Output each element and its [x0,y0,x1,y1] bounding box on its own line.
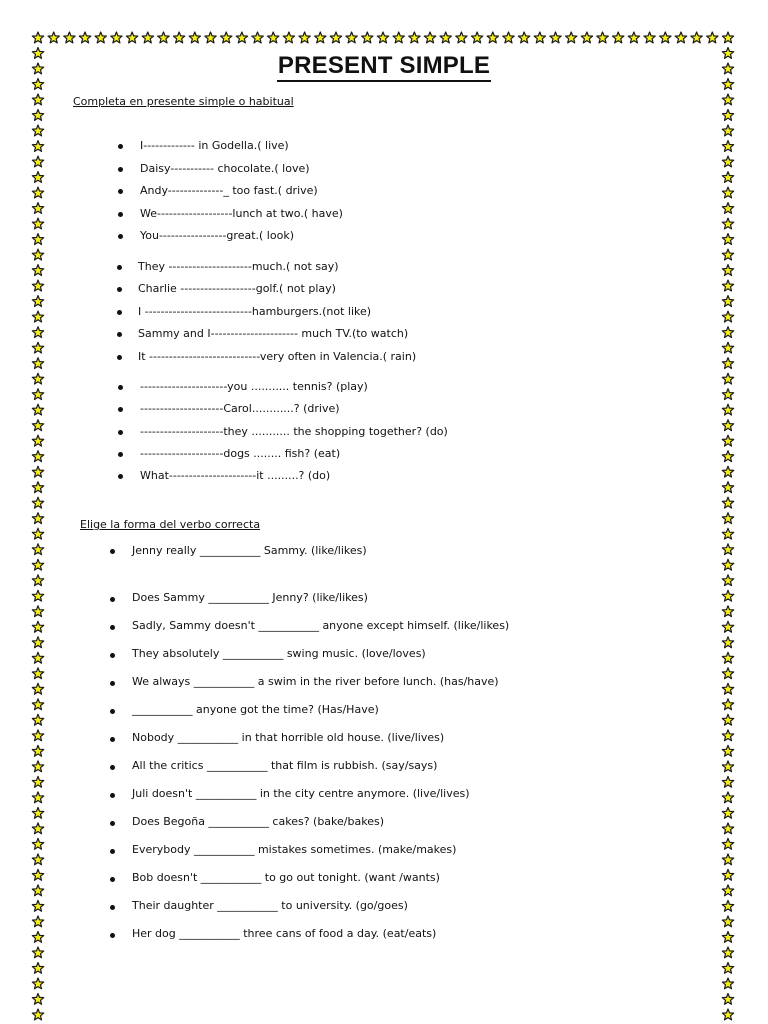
star-icon [32,994,43,1005]
bullet-icon [117,265,122,270]
star-icon [32,218,43,229]
bullet-icon [110,877,115,882]
star-icon [32,699,43,710]
star-icon [377,32,388,43]
bullet-icon [110,849,115,854]
star-icon [32,311,43,322]
star-icon [32,621,43,632]
star-icon [722,854,733,865]
star-icon [722,963,733,974]
star-icon [722,916,733,927]
star-icon [722,807,733,818]
star-icon [722,342,733,353]
exercise-sentence: They ---------------------much.( not say) [138,260,339,273]
star-icon [722,528,733,539]
exercise-sentence: We-------------------lunch at two.( have) [140,207,343,220]
star-icon [346,32,357,43]
star-icon [32,528,43,539]
star-icon [236,32,247,43]
star-icon [722,621,733,632]
bullet-icon [118,452,123,457]
exercise-sentence: ---------------------Carol............? (drive) [140,402,340,415]
exercise-sentence: All the critics ___________ that film is rubbish. (say/says) [132,759,438,772]
star-icon [221,32,232,43]
star-icon [722,497,733,508]
star-icon [32,590,43,601]
star-icon [722,141,733,152]
star-icon [424,32,436,43]
exercise-sentence: ----------------------you ........... tennis? (play) [140,380,368,393]
bullet-icon [118,212,123,217]
star-icon [722,218,733,229]
star-icon [722,683,733,694]
star-icon [32,854,43,865]
star-icon [64,32,75,43]
star-icon [722,389,733,400]
star-icon [126,32,137,43]
star-icon [362,32,373,43]
star-icon [722,823,733,834]
exercise-sentence: Her dog ___________ three cans of food a day. (eat/eats) [132,927,437,940]
bullet-icon [110,653,115,658]
star-icon [142,32,153,43]
star-icon [722,280,733,291]
star-icon [32,1009,43,1020]
star-icon [32,497,43,508]
exercise-sentence: They absolutely ___________ swing music. (love/loves) [132,647,426,660]
star-icon [32,420,43,431]
star-icon [581,32,592,43]
star-icon [722,947,733,958]
exercise-sentence: We always ___________ a swim in the river before lunch. (has/have) [132,675,499,688]
bullet-icon [110,709,115,714]
star-icon [722,125,733,136]
bullet-icon [118,430,123,435]
star-icon [32,280,43,291]
star-icon [32,932,43,943]
page-title [0,44,768,82]
exercise-sentence: Does Begoña ___________ cakes? (bake/bakes) [132,815,384,828]
bullet-icon [110,905,115,910]
star-icon [32,978,43,989]
star-icon [32,389,43,400]
star-icon [707,32,718,43]
star-icon [722,652,733,663]
star-icon [32,730,43,741]
star-icon [48,32,59,43]
star-icon [534,32,545,43]
exercise-sentence: I ---------------------------hamburgers.(not like) [138,305,372,318]
star-icon [32,94,43,105]
star-icon [518,32,529,43]
star-icon [283,32,294,43]
star-icon [628,32,639,43]
star-icon [32,559,43,570]
star-icon [32,714,43,725]
star-icon [189,32,200,43]
exercise-sentence: What----------------------it .........? (do) [140,469,331,482]
star-icon [566,32,577,43]
star-icon [456,32,467,43]
star-icon [722,699,733,710]
bullet-icon [117,287,122,292]
bullet-icon [118,234,123,239]
star-icon [503,32,515,43]
star-icon [722,466,733,477]
star-icon [722,327,733,338]
bullet-icon [117,310,122,315]
star-icon [32,900,43,911]
bullet-icon [110,821,115,826]
exercise-sentence: I------------- in Godella.( live) [140,139,289,152]
bullet-icon [110,737,115,742]
star-icon [722,404,733,415]
star-icon [722,637,733,648]
exercise-sentence: Their daughter ___________ to university. (go/goes) [132,899,408,912]
star-icon [722,885,733,896]
star-icon [722,776,733,787]
section1-instruction: Completa en presente simple o habitual [73,95,294,108]
star-icon [32,838,43,849]
star-icon [32,125,43,136]
star-icon [722,978,733,989]
bullet-icon [110,933,115,938]
star-icon [660,32,671,43]
star-icon [722,482,733,493]
exercise-sentence: ---------------------they ........... the shopping together? (do) [140,425,448,438]
bullet-icon [118,167,123,172]
star-icon [722,1009,733,1020]
exercise-sentence: It ----------------------------very often in Valencia.( rain) [138,350,417,363]
bullet-icon [117,355,122,360]
star-icon [440,32,451,43]
star-icon [32,807,43,818]
star-icon [722,94,733,105]
star-icon [722,373,733,384]
bullet-icon [110,625,115,630]
bullet-icon [110,597,115,602]
star-icon [32,761,43,772]
star-icon [722,792,733,803]
star-icon [722,265,733,276]
star-icon [722,249,733,260]
star-icon [32,792,43,803]
star-icon [32,683,43,694]
star-icon [32,575,43,586]
star-icon [393,32,404,43]
star-icon [32,745,43,756]
star-icon [32,156,43,167]
exercise-sentence: Nobody ___________ in that horrible old house. (live/lives) [132,731,445,744]
bullet-icon [118,474,123,479]
star-icon [32,513,43,524]
star-icon [32,234,43,245]
star-icon [722,900,733,911]
star-icon [597,32,609,43]
star-icon [32,451,43,462]
star-icon [722,513,733,524]
star-icon [722,575,733,586]
star-icon [32,652,43,663]
star-icon [722,606,733,617]
star-icon [32,776,43,787]
exercise-sentence: Sammy and I---------------------- much TV.(to watch) [138,327,409,340]
star-icon [722,932,733,943]
star-icon [722,451,733,462]
bullet-icon [118,385,123,390]
section2-instruction: Elige la forma del verbo correcta [80,518,261,531]
star-icon [32,141,43,152]
star-icon [32,249,43,260]
star-icon [722,838,733,849]
star-icon [409,32,420,43]
star-icon [722,296,733,307]
star-icon [722,869,733,880]
exercise-sentence: Jenny really ___________ Sammy. (like/likes) [132,544,367,557]
bullet-icon [118,189,123,194]
star-icon [722,172,733,183]
star-icon [32,482,43,493]
star-icon [252,32,263,43]
star-icon [32,947,43,958]
star-icon [32,963,43,974]
star-icon [32,544,43,555]
star-icon [32,373,43,384]
exercise-sentence: ---------------------dogs ........ fish? (eat) [140,447,341,460]
star-icon [722,187,733,198]
star-icon [111,32,122,43]
exercise-sentence: Juli doesn't ___________ in the city centre anymore. (live/lives) [132,787,470,800]
star-icon [722,745,733,756]
exercise-sentence: Sadly, Sammy doesn't ___________ anyone except himself. (like/likes) [132,619,510,632]
star-icon [722,994,733,1005]
star-icon [722,559,733,570]
star-icon [32,327,43,338]
exercise-sentence: Daisy----------- chocolate.( love) [140,162,310,175]
page-title-text: PRESENT SIMPLE [277,52,491,82]
exercise-sentence: Charlie -------------------golf.( not play) [138,282,336,295]
star-icon [330,32,342,43]
star-icon [32,32,43,43]
star-icon [722,590,733,601]
star-icon [722,110,733,121]
star-icon [205,32,216,43]
star-icon [32,916,43,927]
star-icon [32,265,43,276]
star-icon [32,435,43,446]
exercise-sentence: Bob doesn't ___________ to go out tonight. (want /wants) [132,871,440,884]
exercise-sentence: Does Sammy ___________ Jenny? (like/likes) [132,591,368,604]
star-icon [32,885,43,896]
star-icon [32,606,43,617]
star-icon [722,203,733,214]
star-icon [95,32,106,43]
star-icon [32,869,43,880]
star-icon [32,110,43,121]
star-icon [722,420,733,431]
star-icon [299,32,310,43]
star-icon [158,32,170,43]
star-icon [722,668,733,679]
bullet-icon [110,549,115,554]
star-icon [644,32,655,43]
bullet-icon [117,332,122,337]
exercise-sentence: Everybody ___________ mistakes sometimes. (make/makes) [132,843,457,856]
star-icon [722,358,733,369]
star-icon [32,358,43,369]
star-icon [487,32,498,43]
star-icon [32,187,43,198]
star-icon [32,637,43,648]
star-icon [722,761,733,772]
star-icon [315,32,326,43]
star-icon [173,32,184,43]
star-icon [268,32,279,43]
exercise-sentence: Andy--------------_ too fast.( drive) [140,184,318,197]
star-icon [550,32,561,43]
exercise-sentence: ___________ anyone got the time? (Has/Have) [132,703,379,716]
star-icon [722,311,733,322]
bullet-icon [118,144,123,149]
star-icon [471,32,482,43]
star-icon [32,466,43,477]
star-icon [32,342,43,353]
star-icon [32,404,43,415]
bullet-icon [110,681,115,686]
bullet-icon [110,765,115,770]
star-icon [722,156,733,167]
star-icon [675,32,687,43]
star-icon [613,32,624,43]
bullet-icon [118,407,123,412]
star-icon [722,544,733,555]
star-icon [722,730,733,741]
star-icon [32,172,43,183]
star-icon [722,32,733,43]
bullet-icon [110,793,115,798]
star-icon [32,823,43,834]
star-icon [32,203,43,214]
star-icon [79,32,91,43]
star-icon [32,668,43,679]
exercise-sentence: You-----------------great.( look) [140,229,294,242]
star-icon [722,714,733,725]
star-icon [722,234,733,245]
star-icon [32,296,43,307]
star-icon [691,32,702,43]
star-icon [722,435,733,446]
